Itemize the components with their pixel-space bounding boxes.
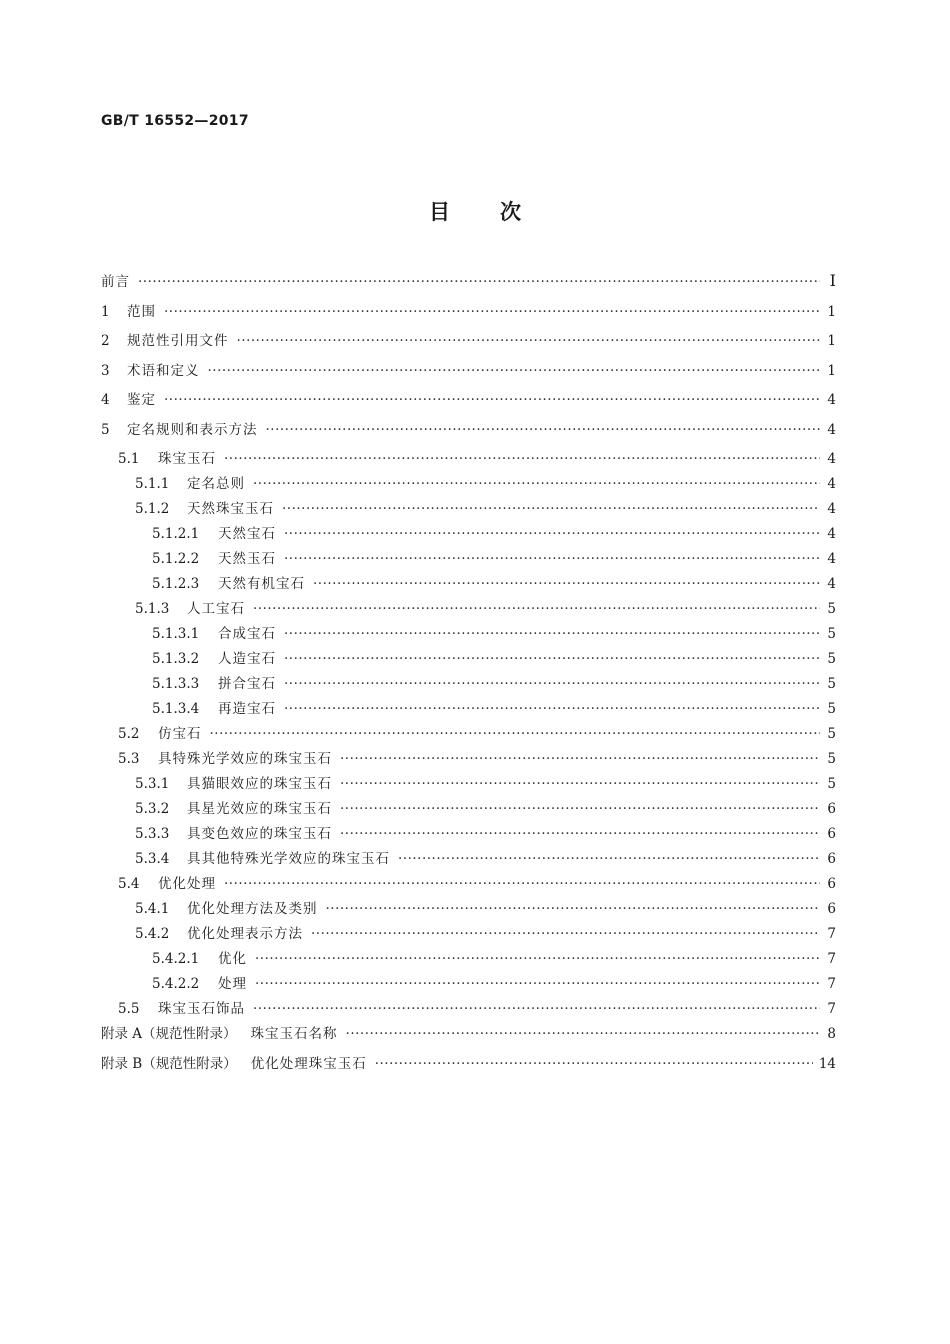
toc-page-number: 8 bbox=[827, 1026, 836, 1042]
toc-entry[interactable] bbox=[101, 997, 836, 1022]
table-of-contents bbox=[101, 270, 836, 1081]
toc-entry-label bbox=[118, 747, 332, 767]
toc-entry-number: 5.1.3.2 bbox=[152, 651, 200, 667]
toc-entry-number: 5.1 bbox=[118, 451, 140, 467]
toc-entry[interactable] bbox=[101, 672, 836, 697]
toc-entry[interactable] bbox=[101, 359, 836, 389]
toc-entry-text: 处理 bbox=[218, 976, 247, 992]
toc-entry-label bbox=[101, 1022, 338, 1042]
toc-entry[interactable] bbox=[101, 572, 836, 597]
toc-entry-text: 术语和定义 bbox=[127, 362, 200, 379]
toc-entry[interactable] bbox=[101, 847, 836, 872]
toc-entry[interactable] bbox=[101, 472, 836, 497]
toc-entry-text: 天然玉石 bbox=[218, 551, 276, 567]
toc-entry-number: 5.4.2 bbox=[135, 926, 170, 942]
toc-page-number: 6 bbox=[827, 826, 836, 842]
toc-entry[interactable] bbox=[101, 872, 836, 897]
toc-entry-text: 珠宝玉石饰品 bbox=[158, 1001, 245, 1017]
toc-entry-label bbox=[101, 329, 229, 349]
toc-leader-dots bbox=[266, 422, 821, 438]
toc-page-number: 7 bbox=[827, 926, 836, 942]
toc-entry-label bbox=[152, 622, 276, 642]
toc-entry[interactable] bbox=[101, 947, 836, 972]
toc-page-number: 5 bbox=[827, 776, 836, 792]
toc-entry-text: 优化处理 bbox=[158, 876, 216, 892]
toc-entry[interactable] bbox=[101, 522, 836, 547]
toc-entry-number: 5.1.2 bbox=[135, 501, 170, 517]
toc-entry-number: 5.1.2.3 bbox=[152, 576, 200, 592]
toc-page-number: 4 bbox=[827, 576, 836, 592]
toc-entry-label bbox=[152, 647, 276, 667]
toc-entry-number: 5.5 bbox=[118, 1001, 140, 1017]
toc-page-number: 5 bbox=[827, 626, 836, 642]
toc-leader-dots bbox=[138, 274, 820, 290]
toc-leader-dots bbox=[284, 701, 820, 717]
toc-leader-dots bbox=[237, 333, 821, 349]
toc-entry-number: 5.4 bbox=[118, 876, 140, 892]
toc-entry[interactable] bbox=[101, 329, 836, 359]
toc-entry-text: 天然有机宝石 bbox=[218, 576, 305, 592]
title-char-right: 次 bbox=[500, 200, 521, 224]
toc-entry-label bbox=[152, 572, 305, 592]
toc-entry-text: 优化处理表示方法 bbox=[187, 926, 303, 942]
toc-leader-dots bbox=[208, 363, 821, 379]
toc-entry-text: 前言 bbox=[101, 274, 130, 290]
toc-entry-label bbox=[152, 972, 247, 992]
toc-entry-label bbox=[135, 797, 332, 817]
toc-entry[interactable] bbox=[101, 697, 836, 722]
toc-leader-dots bbox=[224, 451, 820, 467]
toc-entry[interactable] bbox=[101, 822, 836, 847]
toc-entry-number: 5.1.3.4 bbox=[152, 701, 200, 717]
toc-entry[interactable] bbox=[101, 388, 836, 418]
toc-entry-number: 5.1.2.2 bbox=[152, 551, 200, 567]
toc-page-number: 14 bbox=[818, 1055, 836, 1072]
toc-page-number: 5 bbox=[827, 601, 836, 617]
toc-entry-label bbox=[118, 872, 216, 892]
toc-entry-label bbox=[152, 947, 247, 967]
toc-leader-dots bbox=[164, 392, 820, 408]
toc-leader-dots bbox=[284, 651, 820, 667]
toc-entry-label bbox=[152, 522, 276, 542]
toc-entry-text: 优化处理珠宝玉石 bbox=[250, 1055, 367, 1072]
toc-leader-dots bbox=[311, 926, 820, 942]
toc-leader-dots bbox=[284, 526, 820, 542]
toc-entry-label bbox=[135, 472, 245, 492]
toc-entry[interactable] bbox=[101, 497, 836, 522]
toc-page-number: Ⅰ bbox=[829, 271, 836, 290]
toc-entry[interactable] bbox=[101, 1022, 836, 1052]
toc-page-number: 4 bbox=[827, 476, 836, 492]
toc-page-number: 5 bbox=[827, 676, 836, 692]
toc-entry[interactable] bbox=[101, 772, 836, 797]
toc-entry-number: 1 bbox=[101, 303, 110, 320]
toc-page-number: 5 bbox=[827, 701, 836, 717]
toc-entry-label bbox=[101, 1052, 367, 1072]
toc-page-number: 4 bbox=[827, 526, 836, 542]
toc-entry[interactable] bbox=[101, 300, 836, 330]
toc-entry-label bbox=[101, 300, 156, 320]
toc-entry-number: 2 bbox=[101, 333, 110, 349]
toc-entry-label bbox=[152, 672, 276, 692]
toc-entry-text: 优化 bbox=[218, 951, 247, 967]
toc-entry-text: 珠宝玉石名称 bbox=[250, 1026, 338, 1042]
toc-entry-number: 5.1.2.1 bbox=[152, 526, 200, 542]
toc-entry-label bbox=[135, 922, 303, 942]
toc-page-number: 6 bbox=[827, 801, 836, 817]
toc-entry-label bbox=[101, 388, 156, 408]
toc-page-number: 7 bbox=[827, 976, 836, 992]
toc-entry-text: 优化处理方法及类别 bbox=[187, 901, 318, 917]
toc-leader-dots bbox=[255, 976, 820, 992]
toc-entry-label bbox=[135, 847, 390, 867]
toc-leader-dots bbox=[253, 601, 820, 617]
toc-page-number: 4 bbox=[827, 421, 836, 438]
toc-leader-dots bbox=[340, 826, 820, 842]
toc-leader-dots bbox=[255, 951, 820, 967]
toc-entry[interactable] bbox=[101, 270, 836, 300]
toc-entry-number: 4 bbox=[101, 392, 110, 408]
toc-entry-number: 5.4.2.1 bbox=[152, 951, 200, 967]
toc-page-number: 1 bbox=[827, 333, 836, 349]
toc-entry-number: 5.1.3 bbox=[135, 601, 170, 617]
toc-leader-dots bbox=[284, 626, 820, 642]
toc-entry[interactable] bbox=[101, 622, 836, 647]
toc-page-number: 4 bbox=[827, 451, 836, 467]
toc-leader-dots bbox=[224, 876, 820, 892]
toc-leader-dots bbox=[284, 676, 820, 692]
toc-entry[interactable] bbox=[101, 418, 836, 448]
toc-page-number: 4 bbox=[827, 501, 836, 517]
toc-entry-text: 具变色效应的珠宝玉石 bbox=[187, 826, 332, 842]
toc-entry-label bbox=[135, 822, 332, 842]
title-char-left: 目 bbox=[429, 200, 450, 224]
toc-page-number: 5 bbox=[827, 726, 836, 742]
toc-page-number: 7 bbox=[827, 1001, 836, 1017]
toc-entry-number: 5 bbox=[101, 421, 110, 438]
toc-entry-text: 范围 bbox=[127, 303, 156, 320]
toc-entry-number: 5.2 bbox=[118, 726, 140, 742]
toc-entry[interactable] bbox=[101, 547, 836, 572]
toc-entry[interactable] bbox=[101, 747, 836, 772]
toc-entry-text: 具星光效应的珠宝玉石 bbox=[187, 801, 332, 817]
toc-entry[interactable] bbox=[101, 722, 836, 747]
toc-entry-text: 具猫眼效应的珠宝玉石 bbox=[187, 776, 332, 792]
toc-page-number: 1 bbox=[827, 362, 836, 379]
toc-entry-number: 5.3.4 bbox=[135, 851, 170, 867]
toc-page-number: 4 bbox=[827, 551, 836, 567]
toc-entry-number: 5.1.3.1 bbox=[152, 626, 200, 642]
toc-page-number: 6 bbox=[827, 851, 836, 867]
toc-entry-label bbox=[101, 270, 130, 290]
toc-entry-text: 合成宝石 bbox=[218, 626, 276, 642]
toc-entry-label bbox=[101, 359, 200, 379]
toc-leader-dots bbox=[346, 1026, 820, 1042]
toc-entry-label bbox=[152, 547, 276, 567]
toc-leader-dots bbox=[340, 776, 820, 792]
toc-entry-number: 5.3 bbox=[118, 751, 140, 767]
toc-entry-number: 附录 A（规范性附录） bbox=[101, 1026, 237, 1042]
toc-entry-text: 定名总则 bbox=[187, 476, 245, 492]
toc-entry-number: 附录 B（规范性附录） bbox=[101, 1055, 237, 1072]
toc-leader-dots bbox=[340, 801, 820, 817]
toc-leader-dots bbox=[284, 551, 820, 567]
toc-entry-text: 规范性引用文件 bbox=[127, 333, 229, 349]
toc-leader-dots bbox=[326, 901, 821, 917]
toc-entry-text: 珠宝玉石 bbox=[158, 451, 216, 467]
toc-entry-number: 5.4.2.2 bbox=[152, 976, 200, 992]
toc-leader-dots bbox=[398, 851, 820, 867]
toc-entry-label bbox=[118, 722, 202, 742]
toc-entry[interactable] bbox=[101, 447, 836, 472]
toc-entry-number: 5.1.3.3 bbox=[152, 676, 200, 692]
toc-entry-number: 5.3.2 bbox=[135, 801, 170, 817]
page-title bbox=[0, 196, 950, 226]
toc-page-number: 7 bbox=[827, 951, 836, 967]
toc-entry-text: 定名规则和表示方法 bbox=[127, 421, 258, 438]
toc-entry-label bbox=[101, 418, 258, 438]
toc-leader-dots bbox=[253, 1001, 820, 1017]
toc-entry-number: 5.3.3 bbox=[135, 826, 170, 842]
toc-entry-text: 天然宝石 bbox=[218, 526, 276, 542]
toc-entry-text: 具其他特殊光学效应的珠宝玉石 bbox=[187, 851, 390, 867]
toc-entry[interactable] bbox=[101, 922, 836, 947]
toc-entry-label bbox=[118, 447, 216, 467]
toc-leader-dots bbox=[210, 726, 821, 742]
toc-entry-text: 仿宝石 bbox=[158, 726, 202, 742]
toc-entry-text: 人造宝石 bbox=[218, 651, 276, 667]
toc-page-number: 6 bbox=[827, 901, 836, 917]
toc-entry-label bbox=[135, 497, 274, 517]
toc-entry[interactable] bbox=[101, 897, 836, 922]
toc-entry[interactable] bbox=[101, 1052, 836, 1082]
toc-page-number: 5 bbox=[827, 751, 836, 767]
toc-entry[interactable] bbox=[101, 597, 836, 622]
toc-entry-number: 3 bbox=[101, 362, 110, 379]
toc-entry-label bbox=[118, 997, 245, 1017]
toc-entry-text: 天然珠宝玉石 bbox=[187, 501, 274, 517]
toc-entry-label bbox=[152, 697, 276, 717]
toc-entry[interactable] bbox=[101, 797, 836, 822]
toc-entry-number: 5.1.1 bbox=[135, 476, 170, 492]
toc-entry-label bbox=[135, 772, 332, 792]
toc-leader-dots bbox=[164, 304, 820, 320]
toc-leader-dots bbox=[375, 1056, 813, 1072]
toc-page-number: 6 bbox=[827, 876, 836, 892]
toc-entry-number: 5.4.1 bbox=[135, 901, 170, 917]
toc-entry-label bbox=[135, 897, 318, 917]
standard-code: GB/T 16552—2017 bbox=[101, 113, 249, 129]
toc-page-number: 5 bbox=[827, 651, 836, 667]
toc-leader-dots bbox=[253, 476, 820, 492]
toc-entry-text: 具特殊光学效应的珠宝玉石 bbox=[158, 751, 332, 767]
toc-entry[interactable] bbox=[101, 647, 836, 672]
toc-entry-text: 人工宝石 bbox=[187, 601, 245, 617]
toc-entry-number: 5.3.1 bbox=[135, 776, 170, 792]
toc-leader-dots bbox=[340, 751, 820, 767]
toc-page-number: 4 bbox=[827, 392, 836, 408]
toc-leader-dots bbox=[282, 501, 820, 517]
toc-entry-text: 拼合宝石 bbox=[218, 676, 276, 692]
toc-entry-text: 鉴定 bbox=[127, 392, 156, 408]
toc-leader-dots bbox=[313, 576, 820, 592]
toc-entry-label bbox=[135, 597, 245, 617]
toc-page-number: 1 bbox=[827, 303, 836, 320]
toc-entry[interactable] bbox=[101, 972, 836, 997]
toc-entry-text: 再造宝石 bbox=[218, 701, 276, 717]
